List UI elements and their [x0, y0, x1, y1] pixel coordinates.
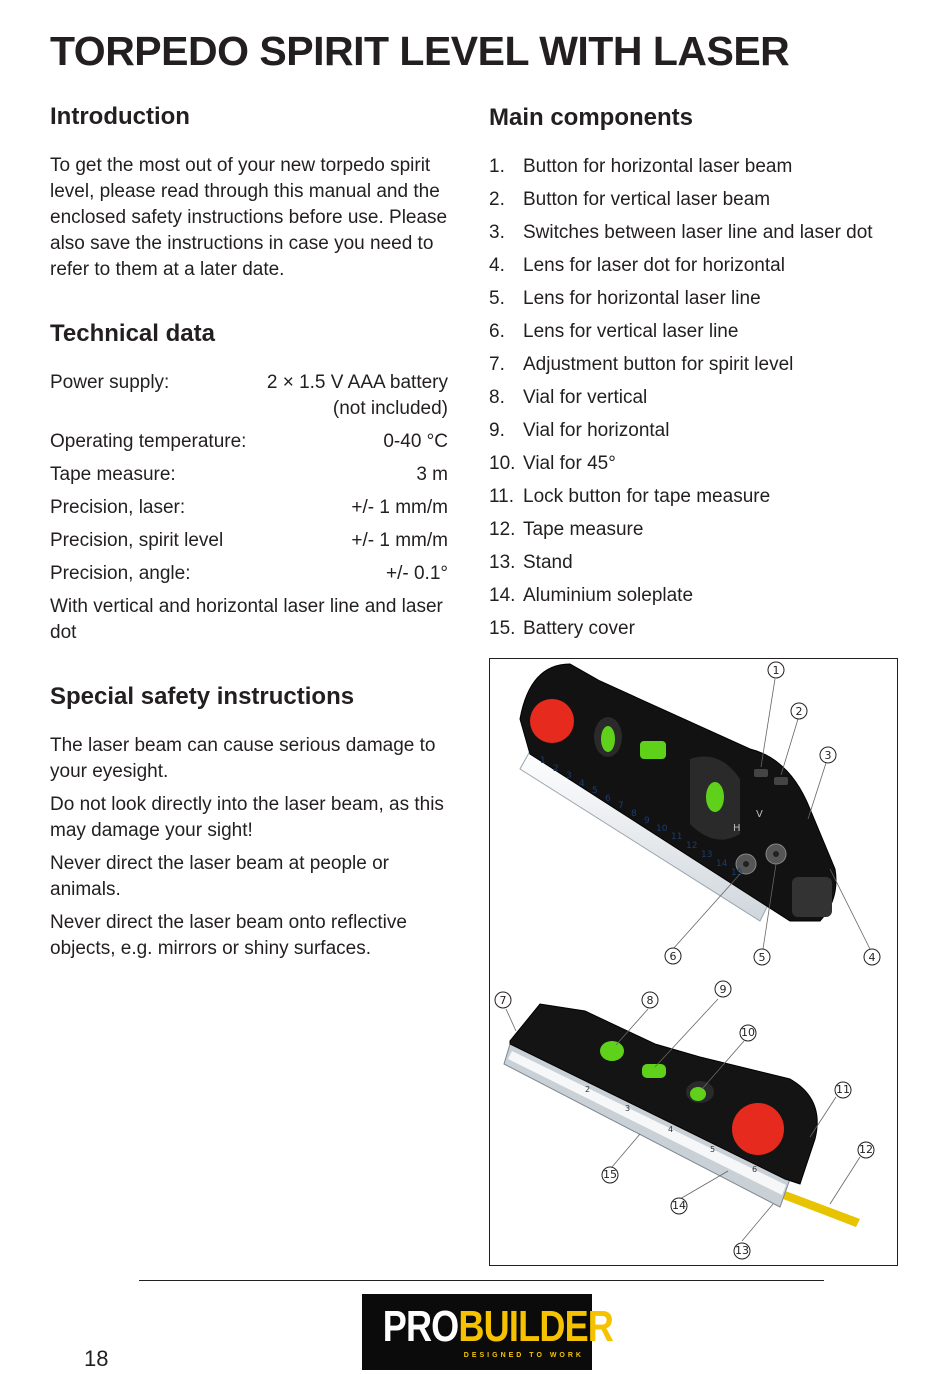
vial-liquid: [601, 726, 615, 752]
horizontal-laser-button: [754, 769, 768, 777]
vial-top: [640, 741, 666, 759]
component-label: Vial for vertical: [523, 387, 648, 408]
tech-value: 3 m: [416, 464, 448, 485]
tech-label: Operating temperature:: [50, 431, 247, 452]
component-number: 15.: [489, 618, 516, 639]
callout-14: [671, 1198, 687, 1214]
callout-11: [835, 1082, 851, 1098]
axis-h-label: H: [733, 823, 741, 834]
tech-label: Precision, spirit level: [50, 530, 224, 551]
technical-data-heading: Technical data: [50, 320, 215, 347]
spirit-level-illustration: [490, 659, 897, 1265]
component-label: Vial for 45°: [523, 453, 616, 474]
callout-7: [495, 992, 511, 1008]
scale-label: 11: [671, 832, 683, 842]
component-item: [489, 616, 909, 649]
component-label: Adjustment button for spirit level: [523, 354, 794, 375]
leader-line: [781, 719, 798, 775]
components-heading: Main components: [489, 104, 694, 131]
component-number: 11.: [489, 486, 515, 507]
component-item: [489, 517, 909, 550]
safety-list: [50, 733, 452, 969]
scale-label: 9: [644, 816, 650, 826]
tech-row-temperature: [50, 429, 448, 455]
scale-label: 12: [686, 841, 698, 851]
scale-label: 4: [579, 779, 585, 789]
vertical-vial: [600, 1041, 624, 1061]
footer-divider: [139, 1280, 824, 1281]
component-label: Switches between laser line and laser dot: [523, 222, 873, 243]
leader-line: [761, 679, 775, 767]
tech-label: Precision, laser:: [50, 497, 186, 518]
red-label-disc: [732, 1103, 784, 1155]
callout-1: [768, 662, 784, 678]
component-label: Battery cover: [523, 618, 635, 639]
component-item: [489, 451, 909, 484]
component-number: 2.: [489, 189, 505, 210]
logo-pro: PRO: [382, 1302, 459, 1351]
end-cap: [792, 877, 832, 917]
callout-15: [602, 1167, 618, 1183]
logo-tagline: DESIGNED TO WORK: [463, 1352, 584, 1359]
component-item: [489, 550, 909, 583]
component-label: Button for vertical laser beam: [523, 189, 771, 210]
tech-row-precision-angle: [50, 561, 448, 587]
component-number: 3.: [489, 222, 505, 243]
callout-label: 3: [824, 749, 832, 762]
leader-line: [506, 1009, 516, 1031]
component-label: Stand: [523, 552, 573, 573]
component-item: [489, 352, 909, 385]
callout-8: [642, 992, 658, 1008]
page-number: 18: [84, 1346, 109, 1371]
component-label: Tape measure: [523, 519, 644, 540]
scale-label: 5: [592, 786, 598, 796]
safety-item: The laser beam can cause serious damage to your eyesight.: [50, 735, 436, 782]
component-label: Lock button for tape measure: [523, 486, 771, 507]
top-spirit-level: [520, 664, 870, 949]
component-number: 1.: [489, 156, 505, 177]
callout-4: [864, 949, 880, 965]
component-item: [489, 583, 909, 616]
tech-label: Power supply:: [50, 372, 170, 393]
callout-9: [715, 981, 731, 997]
callout-5: [754, 949, 770, 965]
red-label-disc: [530, 699, 574, 743]
leader-line: [680, 1171, 728, 1199]
component-item: [489, 418, 909, 451]
callout-6: [665, 948, 681, 964]
callout-13: [734, 1243, 750, 1259]
tech-value: [267, 370, 448, 422]
component-number: 9.: [489, 420, 505, 441]
logo-wordmark: [382, 1302, 614, 1352]
scale-label: 2: [553, 764, 559, 774]
component-item: [489, 286, 909, 319]
component-number: 5.: [489, 288, 505, 309]
scale-label: 6: [752, 1165, 758, 1174]
tech-row-precision-laser: [50, 495, 448, 521]
tech-row-power: [50, 370, 448, 422]
probuilder-logo: [362, 1294, 614, 1370]
scale-label: 15: [731, 868, 743, 878]
scale-label: 4: [668, 1125, 674, 1134]
tech-value: +/- 1 mm/m: [351, 497, 448, 518]
callout-label: 1: [772, 664, 780, 677]
technical-data-table: [50, 370, 448, 646]
scale-label: 10: [656, 824, 668, 834]
safety-item: Never direct the laser beam onto reflective objects, e.g. mirrors or shiny surfaces.: [50, 912, 407, 959]
leader-line: [612, 1134, 640, 1167]
component-item: [489, 253, 909, 286]
callout-label: 12: [859, 1143, 873, 1156]
level-body: [510, 1004, 817, 1184]
scale-label: 13: [701, 850, 713, 860]
component-item: [489, 385, 909, 418]
scale-label: 2: [585, 1085, 591, 1094]
tech-value: +/- 1 mm/m: [351, 530, 448, 551]
callout-2: [791, 703, 807, 719]
component-number: 13.: [489, 552, 516, 573]
component-item: [489, 187, 909, 220]
component-number: 8.: [489, 387, 505, 408]
tech-note: With vertical and horizontal laser line and laser dot: [50, 596, 443, 643]
component-number: 4.: [489, 255, 505, 276]
callout-label: 5: [758, 951, 766, 964]
component-number: 6.: [489, 321, 505, 342]
component-number: 10.: [489, 453, 516, 474]
component-label: Lens for vertical laser line: [523, 321, 739, 342]
callout-3: [820, 747, 836, 763]
scale-label: 3: [566, 771, 572, 781]
safety-heading: Special safety instructions: [50, 683, 355, 710]
lens-center: [743, 861, 749, 867]
logo-builder: BUILDER: [458, 1302, 614, 1351]
product-figure: [489, 658, 898, 1266]
introduction-text: To get the most out of your new torpedo spirit level, please read through this manual and the enclosed safety instructions before use. Please also save the instructions in case you need to refer to them at a later date.: [50, 155, 448, 280]
component-number: 12.: [489, 519, 516, 540]
tech-value-line: (not included): [332, 398, 448, 419]
scale-label: 3: [625, 1104, 631, 1113]
component-label: Vial for horizontal: [523, 420, 670, 441]
lens-center: [773, 851, 779, 857]
component-number: 14.: [489, 585, 516, 606]
callout-label: 2: [795, 705, 803, 718]
scale-label: 5: [710, 1145, 716, 1154]
callout-label: 14: [672, 1199, 686, 1212]
scale-label: 6: [605, 794, 611, 804]
tech-value: +/- 0.1°: [386, 563, 448, 584]
component-number: 7.: [489, 354, 505, 375]
component-label: Aluminium soleplate: [523, 585, 694, 606]
safety-item: Do not look directly into the laser beam, as this may damage your sight!: [50, 794, 444, 841]
component-item: [489, 484, 909, 517]
component-label: Button for horizontal laser beam: [523, 156, 793, 177]
callout-label: 7: [499, 994, 507, 1007]
scale-label: 7: [618, 801, 624, 811]
axis-v-label: V: [756, 809, 763, 820]
component-label: Lens for laser dot for horizontal: [523, 255, 785, 276]
scale-label: 1: [540, 756, 546, 766]
callout-12: [858, 1142, 874, 1158]
introduction-heading: Introduction: [50, 103, 190, 130]
callout-label: 8: [646, 994, 654, 1007]
tech-row-tape: [50, 462, 448, 488]
tech-value-line: 2 × 1.5 V AAA battery: [266, 372, 448, 393]
safety-item: Never direct the laser beam at people or animals.: [50, 853, 390, 900]
tech-row-precision-level: [50, 528, 448, 554]
leader-line: [808, 763, 826, 819]
vial-45: [690, 1087, 706, 1101]
vial-liquid: [706, 782, 724, 812]
callout-label: 15: [603, 1168, 617, 1181]
tape-blade: [778, 1189, 860, 1227]
callout-label: 4: [868, 951, 876, 964]
callout-label: 9: [719, 983, 727, 996]
component-label: Lens for horizontal laser line: [523, 288, 761, 309]
component-item: [489, 220, 909, 253]
callout-label: 11: [836, 1083, 850, 1096]
callout-label: 10: [741, 1026, 755, 1039]
scale-label: 14: [716, 859, 728, 869]
callout-label: 13: [735, 1244, 749, 1257]
leader-line: [830, 869, 870, 949]
tech-label: Tape measure:: [50, 464, 176, 485]
vertical-laser-button: [774, 777, 788, 785]
tech-label: Precision, angle:: [50, 563, 191, 584]
leader-line: [742, 1204, 773, 1241]
scale-label: 8: [631, 809, 637, 819]
horizontal-vial: [642, 1064, 666, 1078]
callout-label: 6: [669, 950, 677, 963]
page-title: TORPEDO SPIRIT LEVEL WITH LASER: [50, 28, 790, 74]
component-item: [489, 319, 909, 352]
tech-value: 0-40 °C: [383, 431, 448, 452]
components-list: [489, 154, 909, 649]
component-item: [489, 154, 909, 187]
callout-10: [740, 1025, 756, 1041]
leader-line: [830, 1157, 860, 1204]
